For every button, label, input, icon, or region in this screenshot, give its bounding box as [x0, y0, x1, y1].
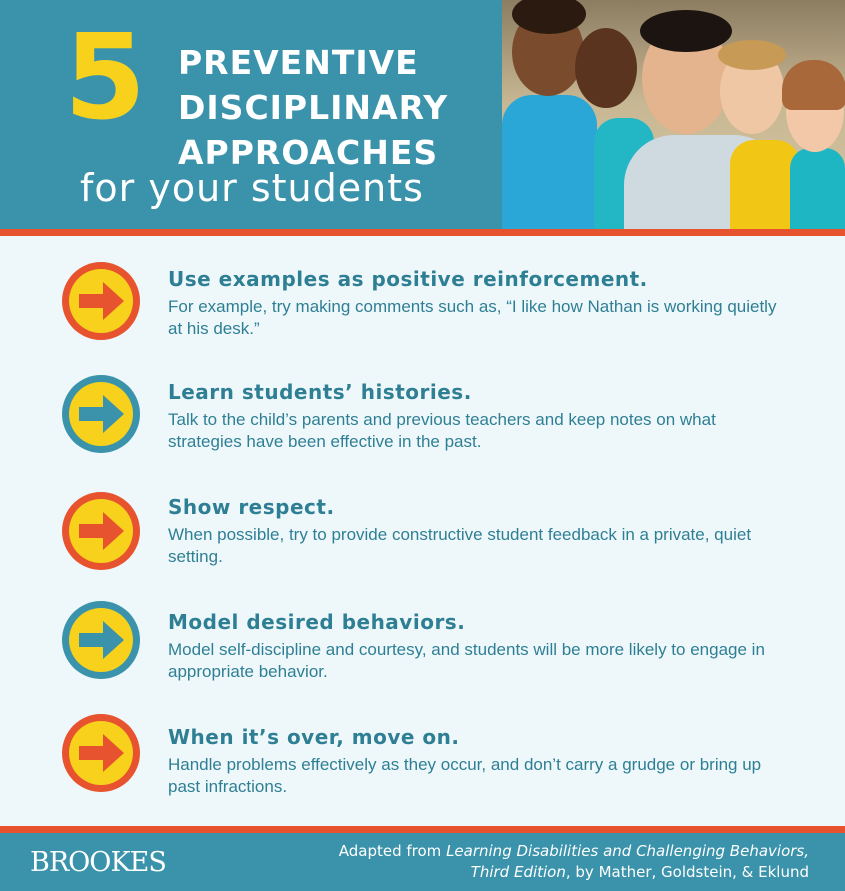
arrow-right-icon [61, 374, 141, 454]
credit-suffix: , by Mather, Goldstein, & Eklund [565, 863, 809, 881]
credit-title-1: Learning Disabilities and Challenging Behaviors, [446, 842, 809, 860]
page-subtitle: for your students [80, 166, 424, 210]
item-body: Talk to the child’s parents and previous teachers and keep notes on what strategies have been effective in the past. [168, 410, 716, 451]
brand-logo[interactable]: BROOKES [30, 847, 166, 878]
item-body: Handle problems effectively as they occur, and don’t carry a grudge or bring up past infractions. [168, 755, 762, 796]
item-title: Show respect. [168, 495, 335, 519]
item-title: Model desired behaviors. [168, 610, 466, 634]
credit-prefix: Adapted from [338, 842, 447, 860]
header-banner [0, 0, 845, 229]
title-line-2: DISCIPLINARY [178, 88, 449, 127]
arrow-right-icon [61, 491, 141, 571]
item-title: When it’s over, move on. [168, 725, 460, 749]
footer-divider [0, 826, 845, 833]
page-title [178, 40, 448, 175]
header-photo [502, 0, 845, 229]
big-number: 5 [64, 8, 147, 146]
title-line-3: APPROACHES [178, 133, 439, 172]
title-line-1: PREVENTIVE [178, 43, 419, 82]
arrow-right-icon [61, 600, 141, 680]
header-divider [0, 229, 845, 236]
arrow-right-icon [61, 713, 141, 793]
item-body: For example, try making comments such as, “I like how Nathan is working quietly at his desk.” [168, 297, 777, 338]
item-title: Learn students’ histories. [168, 380, 472, 404]
footer [0, 833, 845, 891]
item-title: Use examples as positive reinforcement. [168, 267, 648, 291]
credit-title-2: Third Edition [470, 863, 566, 881]
source-credit [339, 841, 809, 883]
item-body: When possible, try to provide constructive student feedback in a private, quiet setting. [168, 525, 752, 566]
arrow-right-icon [61, 261, 141, 341]
item-body: Model self-discipline and courtesy, and students will be more likely to engage in appropriate behavior. [168, 640, 765, 681]
